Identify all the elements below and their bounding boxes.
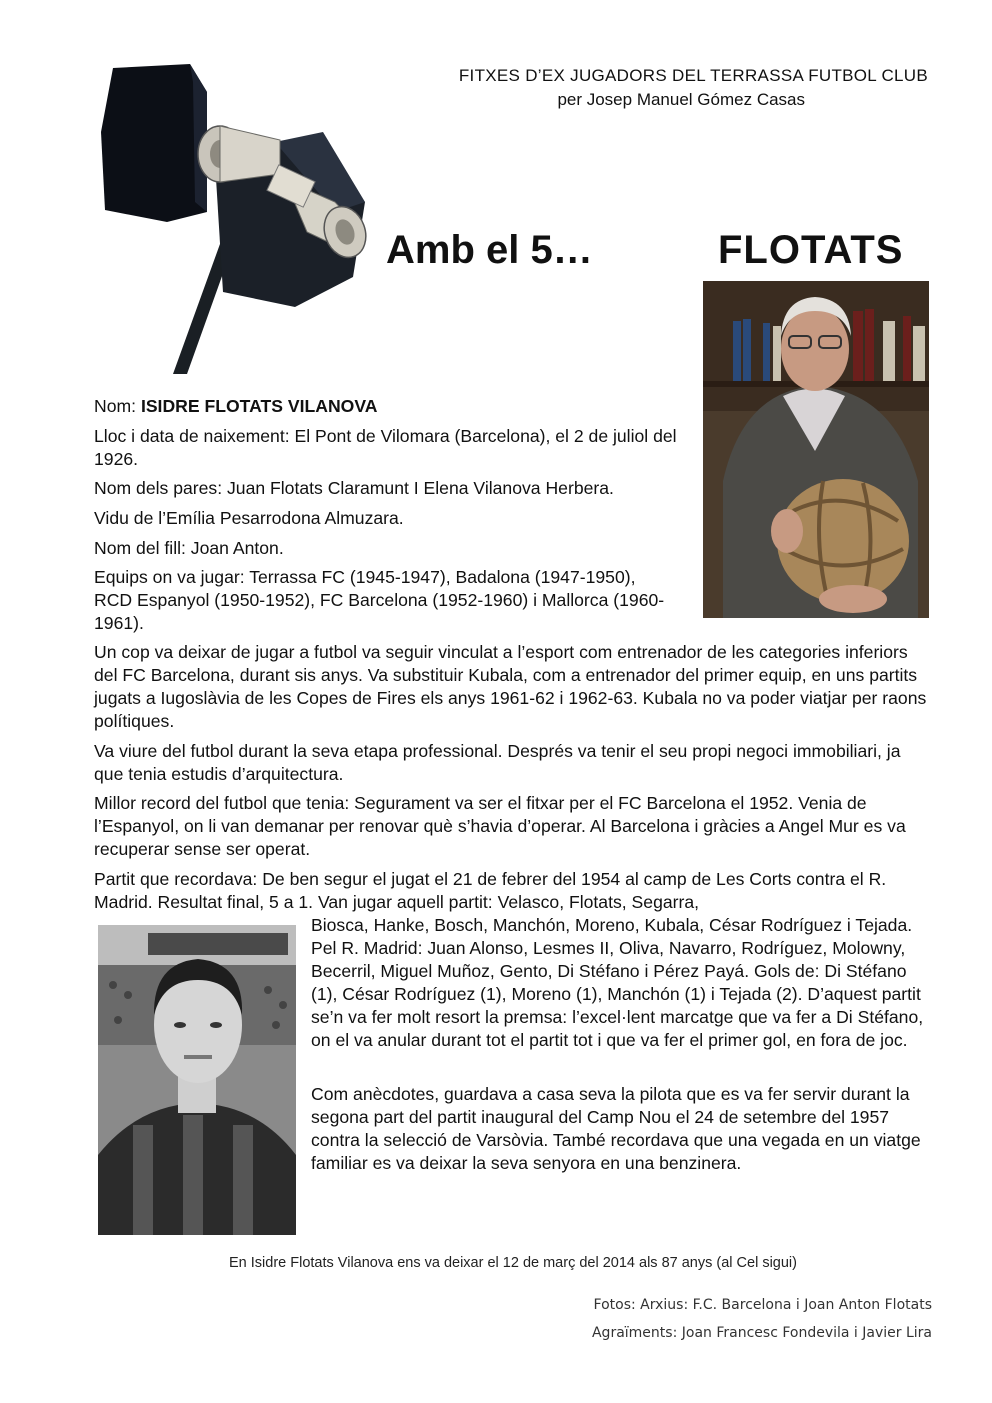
- widower-info: Vidu de l’Emília Pesarrodona Almuzara.: [94, 508, 404, 528]
- teams-info: Equips on va jugar: Terrassa FC (1945-1947), Badalona (1947-1950), RCD Espanyol (1950-1952), FC Barcelona (1952-1960) i Mallorca (1960-1961).: [94, 567, 665, 633]
- loudspeaker-image: [95, 62, 375, 374]
- memorial-note: En Isidre Flotats Vilanova ens va deixar el 12 de març del 2014 als 87 anys (al Cel sigui): [229, 1255, 797, 1271]
- match-paragraph-details: Biosca, Hanke, Bosch, Manchón, Moreno, Kubala, César Rodríguez i Tejada. Pel R. Madrid: Juan Alonso, Lesmes II, Oliva, Navarro, Rodríguez, Molowny, Becerril, Miguel Muñoz, Gento, Di Stéfano i Pérez Payá. Gols de: Di Stéfano (1), César Rodríguez (1), Moreno (1), Manchón (1) i Tejada (2). D’aquest partit se’n va fer molt resort la premsa: l’excel·lent marcatge que va fer a Di Stéfano, on el va anular durant tot el partit tot i que va fer el primer gol, en fora de joc.: [311, 915, 924, 1050]
- name-line: [94, 395, 694, 418]
- best-memory-paragraph: Millor record del futbol que tenia: Segurament va ser el fitxar per el FC Barcelona el 1952. Venia de l’Espanyol, on li van demanar per renovar què s’havia d’operar. Al Barcelona i gràcies a Angel Mur es va recuperar sense ser operat.: [94, 793, 906, 859]
- anecdotes-paragraph: Com anècdotes, guardava a casa seva la pilota que es va fer servir durant la segona part del partit inaugural del Camp Nou el 24 de setembre del 1957 contra la selecció de Varsòvia. També recordava que una vegada en un viatge familiar es va deixar la seva senyora en una benzinera.: [311, 1084, 921, 1173]
- title-number: Amb el 5…: [386, 228, 593, 272]
- name-label: Nom:: [94, 396, 141, 416]
- series-heading: FITXES D’EX JUGADORS DEL TERRASSA FUTBOL CLUB: [458, 66, 928, 85]
- player-name: ISIDRE FLOTATS VILANOVA: [140, 396, 378, 416]
- young-player-photo: [98, 925, 296, 1235]
- career-paragraph: Un cop va deixar de jugar a futbol va seguir vinculat a l’esport com entrenador de les categories inferiors del FC Barcelona, durant sis anys. Va substituir Kubala, com a entrenador del primer equip, en uns partits jugats a Iugoslàvia de les Copes de Fires els anys 1961-62 i 1962-63. Kubala no va poder viatjar per raons polítiques.: [94, 642, 927, 731]
- author-line: per Josep Manuel Gómez Casas: [557, 90, 805, 109]
- portrait-photo: [703, 281, 929, 618]
- business-paragraph: Va viure del futbol durant la seva etapa professional. Després va tenir el seu propi negoci immobiliari, ja que tenia estudis d’arquitectura.: [94, 741, 901, 784]
- title-surname: FLOTATS: [718, 228, 904, 272]
- photo-credits: Fotos: Arxius: F.C. Barcelona i Joan Anton Flotats: [593, 1297, 932, 1313]
- birth-info: Lloc i data de naixement: El Pont de Vilomara (Barcelona), el 2 de juliol del 1926.: [94, 426, 677, 469]
- parents-info: Nom dels pares: Juan Flotats Claramunt I Elena Vilanova Herbera.: [94, 478, 614, 498]
- acknowledgements: Agraïments: Joan Francesc Fondevila i Javier Lira: [591, 1325, 932, 1341]
- match-paragraph-intro: Partit que recordava: De ben segur el jugat el 21 de febrer del 1954 al camp de Les Corts contra el R. Madrid. Resultat final, 5 a 1. Van jugar aquell partit: Velasco, Flotats, Segarra,: [94, 869, 887, 912]
- son-info: Nom del fill: Joan Anton.: [94, 538, 284, 558]
